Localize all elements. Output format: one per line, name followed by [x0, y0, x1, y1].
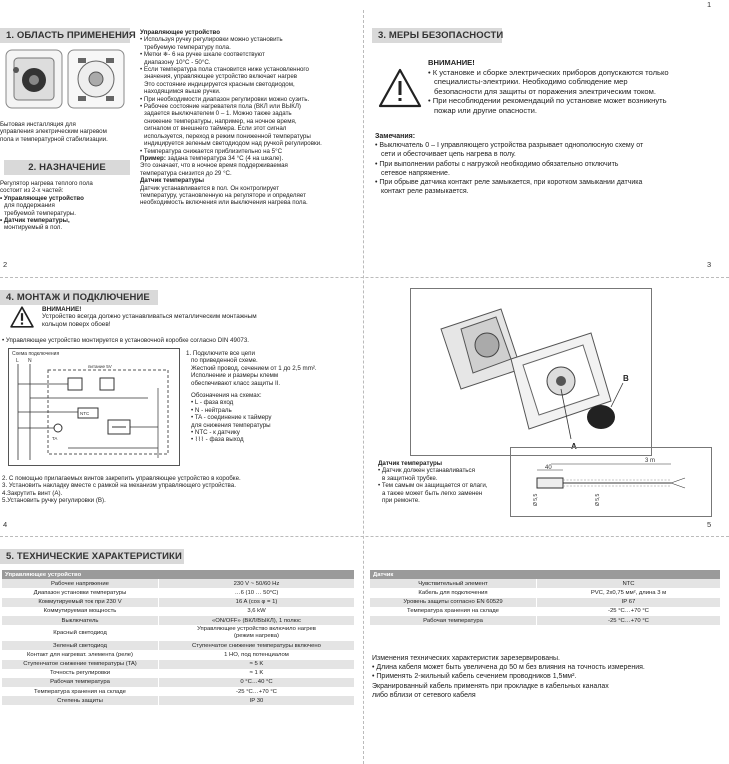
cell-label: Уровень защиты согласно EN 60529 — [370, 598, 537, 607]
text-line: сетевое напряжение. — [381, 169, 450, 177]
table-row — [2, 588, 354, 597]
install-steps — [186, 350, 317, 444]
text-line: • Метки ❄- 6 на ручке шкале соответствуют — [140, 51, 265, 59]
cell-value-line: (режим нагрева) — [234, 633, 279, 640]
text-line: Жесткий провод, сечением от 1 до 2,5 mm². — [191, 364, 317, 372]
callout-a: A — [571, 442, 577, 451]
text-line: 5.Установить ручку регулировки (B). — [2, 497, 106, 505]
spec-table-sensor — [370, 570, 720, 625]
cell-value: 0 °C…40 °C — [159, 678, 355, 687]
text-line: задана температура 34 °C (4 на шкале). — [167, 154, 284, 162]
cell-label: Рабочая температура — [370, 616, 537, 625]
table-row — [2, 625, 354, 641]
diagram-label-ta: TA — [52, 436, 58, 441]
section5-heading: 5. ТЕХНИЧЕСКИЕ ХАРАКТЕРИСТИКИ — [0, 549, 184, 564]
table-row — [2, 598, 354, 607]
cell-label: Чувствительный элемент — [370, 579, 537, 588]
text-line: • TA - соединение к таймеру — [191, 414, 272, 422]
cell-value: 1 НО, под потенциалом — [159, 650, 355, 659]
text-line: используется, переход в режим пониженной температуры — [144, 132, 311, 140]
text-line: монтируемый в пол. — [4, 224, 63, 232]
text-line: требуемую температуру пола. — [144, 43, 231, 51]
warning-triangle-icon — [10, 306, 34, 328]
table-row — [2, 687, 354, 696]
text-line: обеспечивают класс защиты II. — [191, 379, 281, 387]
text-line: либо вблизи от сетевого кабеля — [372, 691, 476, 699]
callout-b: B — [623, 374, 629, 383]
text-line: 4.Закрутить винт (A). — [2, 489, 63, 497]
text-line: а также может быть легко заменен — [382, 489, 483, 497]
section4-warning — [42, 306, 257, 328]
sensor-panel-text — [378, 460, 488, 504]
page-number-4: 4 — [3, 520, 8, 529]
cell-label: Контакт для нагреват. элемента (реле) — [26, 651, 133, 658]
cell-label: Коммутируемая мощность — [43, 608, 117, 615]
column-separator — [363, 10, 364, 764]
warning-title: ВНИМАНИЕ! — [428, 58, 475, 67]
table-row — [2, 641, 354, 650]
cell-value: 230 V ~ 50/60 Hz — [159, 579, 355, 588]
text-line: • N - нейтраль — [191, 406, 232, 414]
cell-label: Диапазон установки температуры — [33, 589, 127, 596]
table-title: Управляющее устройство — [2, 570, 354, 579]
table-row — [2, 579, 354, 588]
diagram-label-n: N — [28, 358, 32, 364]
text-line: • ⌇⌇⌇ - фаза выход — [191, 436, 244, 444]
text-line: кольцом поверх обоев! — [42, 320, 111, 328]
subsection-title: Управляющее устройство — [140, 29, 221, 36]
section2-body — [0, 180, 93, 232]
text-line: • Тем самым он защищается от влаги, — [378, 482, 488, 490]
text-line: безопасности для защиты от поражения электрическим током. — [434, 86, 656, 96]
cell-label: Точность регулировки — [49, 670, 111, 677]
diagram-title: Схема подключения — [12, 351, 60, 357]
text-line: сети и обесточивает цепь нагрева в полу. — [381, 151, 516, 159]
section4-heading: 4. МОНТАЖ И ПОДКЛЮЧЕНИЕ — [0, 290, 158, 305]
table-header-row — [370, 570, 720, 579]
text-line: по приведенной схеме. — [191, 357, 258, 365]
cell-label: Выключатель — [2, 616, 159, 625]
text-line: Бытовая инсталляция для — [0, 121, 76, 128]
cell-label: Рабочее напряжение — [2, 579, 159, 588]
cell-value: Ступенчатое снижение температуры включено — [159, 641, 355, 650]
text-line: • Выключатель 0 – I управляющего устройства разрывает однополюсную схему от — [375, 142, 644, 150]
install-more-steps — [2, 475, 241, 505]
text-line: состоит из 2-х частей: — [0, 187, 64, 195]
list-item-title: • Управляющее устройство — [0, 194, 84, 202]
cell-label: Красный светодиод — [53, 630, 107, 637]
table-header-row — [2, 570, 354, 579]
text-line: • Используя ручку регулировки можно установить — [140, 36, 283, 44]
sensor-notes — [372, 654, 645, 700]
dim-length: 3 m — [645, 458, 656, 464]
text-line: контакт реле размыкается. — [381, 188, 469, 196]
cell-label: Коммутируемый ток при 230 V — [2, 598, 159, 607]
page-number-1: 1 — [707, 0, 712, 9]
table-row — [2, 678, 354, 687]
text-line: 1. Подключите все цепи — [186, 350, 255, 357]
text-line: • NTC - к датчику — [191, 429, 240, 437]
text-line: Это означает, что в ночное время поддерживаемая — [140, 162, 288, 170]
text-line: задается выключателем 0 – 1. Можно также задать — [144, 110, 292, 118]
cell-value: -25 °C…+70 °C — [159, 687, 355, 696]
dim-tip: 40 — [545, 465, 552, 471]
cell-value: 3,6 kW — [159, 607, 355, 616]
text-line: при ремонте. — [382, 497, 420, 505]
text-line: для поддержания — [4, 202, 55, 210]
section3-warning — [428, 58, 669, 116]
text-line: • Применять 2-жильный кабель сечением проводников 1,5мм². — [372, 673, 577, 681]
wiring-diagram — [8, 348, 180, 466]
warning-title: ВНИМАНИЕ! — [42, 306, 82, 313]
table-row — [2, 660, 354, 669]
section1-heading: 1. ОБЛАСТЬ ПРИМЕНЕНИЯ — [0, 28, 130, 43]
assembly-illustration — [410, 288, 652, 456]
table-row — [370, 579, 720, 588]
text-line: • Если температура пола становится ниже установленного — [140, 66, 309, 74]
page-number-5: 5 — [707, 520, 712, 529]
text-line: • L - фаза вход — [191, 399, 234, 407]
cell-value: ≈ 5 K — [159, 660, 355, 669]
table-row — [2, 696, 354, 705]
cell-label: Рабочая температура — [2, 678, 159, 687]
text-line: сигналом от внешнего таймера. Если этот сигнал — [144, 125, 287, 133]
cell-value: IP 67 — [537, 598, 721, 607]
text-line: в защитной трубке. — [382, 474, 438, 482]
text-line: Датчик устанавливается в пол. Он контролирует — [140, 184, 280, 192]
table-row — [370, 607, 720, 616]
warning-triangle-icon — [378, 68, 422, 108]
mount-note: • Управляющее устройство монтируется в установочной коробке согласно DIN 49073. — [2, 337, 249, 344]
table-row — [2, 650, 354, 659]
section2-heading: 2. НАЗНАЧЕНИЕ — [4, 160, 130, 175]
section3-notes — [375, 132, 643, 196]
table-row — [2, 669, 354, 678]
text-line: специалисты-электрики. Необходимо соблюдение мер — [434, 77, 628, 87]
example-label: Пример: — [140, 154, 166, 162]
page-number-2: 2 — [3, 260, 8, 269]
subsection-title: Датчик температуры — [140, 177, 205, 185]
diagram-label-l: L — [16, 358, 19, 364]
cell-value: «ON/OFF» (ВКЛ/ВЫКЛ), 1 полюс — [159, 616, 355, 625]
cell-value — [159, 625, 355, 641]
sensor-dimension-drawing — [510, 447, 712, 517]
cell-value: -25 °C…+70 °C — [537, 607, 721, 616]
cell-value: ≈ 1 K — [159, 669, 355, 678]
text-line: требуемой температуры. — [4, 209, 76, 217]
text-line: • При несоблюдении рекомендаций по установке может возникнуть — [428, 96, 667, 106]
cell-value: NTC — [537, 579, 721, 588]
text-line: • Температура снижается приблизительно на 5°C — [140, 147, 283, 155]
cell-value: PVC, 2x0,75 мм², длина 3 м — [537, 588, 721, 597]
text-line: Экранированный кабель применять при прокладке в кабельных каналах — [372, 682, 609, 690]
text-line: температура снизится до 29 °C. — [140, 169, 232, 177]
text-line: • К установке и сборке электрических приборов допускаются только — [428, 67, 669, 77]
page-number-3: 3 — [707, 260, 712, 269]
text-line: для снижения температуры — [191, 421, 271, 429]
row-separator-1 — [0, 277, 729, 278]
text-line: управления электрическим нагревом — [0, 128, 107, 136]
list-item-title: • Датчик температуры, — [0, 217, 70, 225]
text-line: Это состояние индицируется красным светодиодом, — [144, 80, 295, 88]
cell-value: IP 30 — [159, 696, 355, 705]
section3-heading: 3. МЕРЫ БЕЗОПАСНОСТИ — [372, 28, 502, 43]
section1-description — [0, 121, 108, 143]
cell-label: Температура хранения на складе — [34, 688, 126, 695]
cell-label: Ступенчатое снижение температуры (TA) — [2, 660, 159, 669]
text-line: • При необходимости диапазон регулировки можно сузить. — [140, 95, 310, 103]
control-device-text — [140, 29, 322, 207]
table-row — [2, 607, 354, 616]
text-line: 2. С помощью прилагаемых винтов закрепить управляющее устройство в коробке. — [2, 475, 241, 482]
text-line: 3. Установить накладку вместе с рамкой на механизм управляющего устройства. — [2, 482, 236, 490]
text-line: необходимость включения или выключения нагрева пола. — [140, 199, 308, 207]
text-line: Регулятор нагрева теплого пола — [0, 180, 93, 187]
text-line: • Рабочее состояние нагревателя пола (ВКЛ или ВЫКЛ) — [140, 103, 301, 111]
table-title: Датчик — [370, 570, 720, 579]
text-line: находящимся выше ручки. — [144, 88, 221, 96]
text-line: • Длина кабеля может быть увеличена до 50 м без влияния на точность измерения. — [372, 664, 645, 672]
device-photos — [4, 46, 128, 116]
text-line: пола и температурной стабилизации. — [0, 135, 108, 143]
text-line: • Датчик должен устанавливаться — [378, 467, 475, 475]
spec-table-control — [2, 570, 354, 705]
text-line: индицируется зеленым светодиодом над ручкой регулировки. — [144, 140, 322, 148]
table-row — [370, 598, 720, 607]
subsection-title: Датчик температуры — [378, 460, 443, 467]
diagram-label-supply: питание 5V — [88, 364, 112, 369]
text-line: Исполнение и размеры клемм — [191, 372, 279, 380]
dim-d2: Ø 5,5 — [595, 493, 601, 506]
dim-d1: Ø 5,5 — [533, 493, 539, 506]
text-line: температуру, установленную на регуляторе и определяет — [140, 191, 306, 199]
cell-label: Степень защиты — [2, 696, 159, 705]
row-separator-2 — [0, 536, 729, 537]
notes-title: Замечания: — [375, 133, 416, 140]
table-row — [370, 588, 720, 597]
diagram-label-ntc: NTC — [80, 411, 90, 416]
text-line: Устройство всегда должно устанавливаться металлическим монтажным — [42, 313, 257, 321]
legend-title: Обозначения на схемах: — [191, 392, 262, 400]
text-line: • При выполнении работы с нагрузкой необходимо обязательно отключить — [375, 160, 619, 168]
text-line: Изменения технических характеристик зарезервированы. — [372, 655, 560, 662]
cell-value-line: Управляющее устройство включило нагрев — [197, 626, 316, 633]
text-line: снижение температуры, например, на ночное время, — [144, 117, 297, 125]
table-row — [2, 616, 354, 625]
cell-label: Кабель для подключения — [418, 589, 488, 596]
cell-value: …6 (10 … 50°C) — [159, 588, 355, 597]
text-line: значения, управляющее устройство включает нагрев — [144, 73, 298, 81]
cell-label: Температура хранения на складе — [407, 608, 499, 615]
cell-label: Зеленый светодиод — [2, 641, 159, 650]
text-line: диапазону 10°C - 50°C. — [144, 58, 211, 66]
cell-value: 16 A (cos φ = 1) — [159, 598, 355, 607]
text-line: • При обрыве датчика контакт реле замыкается, при коротком замыкании датчика — [375, 179, 643, 187]
text-line: пожар или другие опасности. — [434, 105, 538, 115]
cell-value: -25 °C…+70 °C — [537, 616, 721, 625]
table-row — [370, 616, 720, 625]
